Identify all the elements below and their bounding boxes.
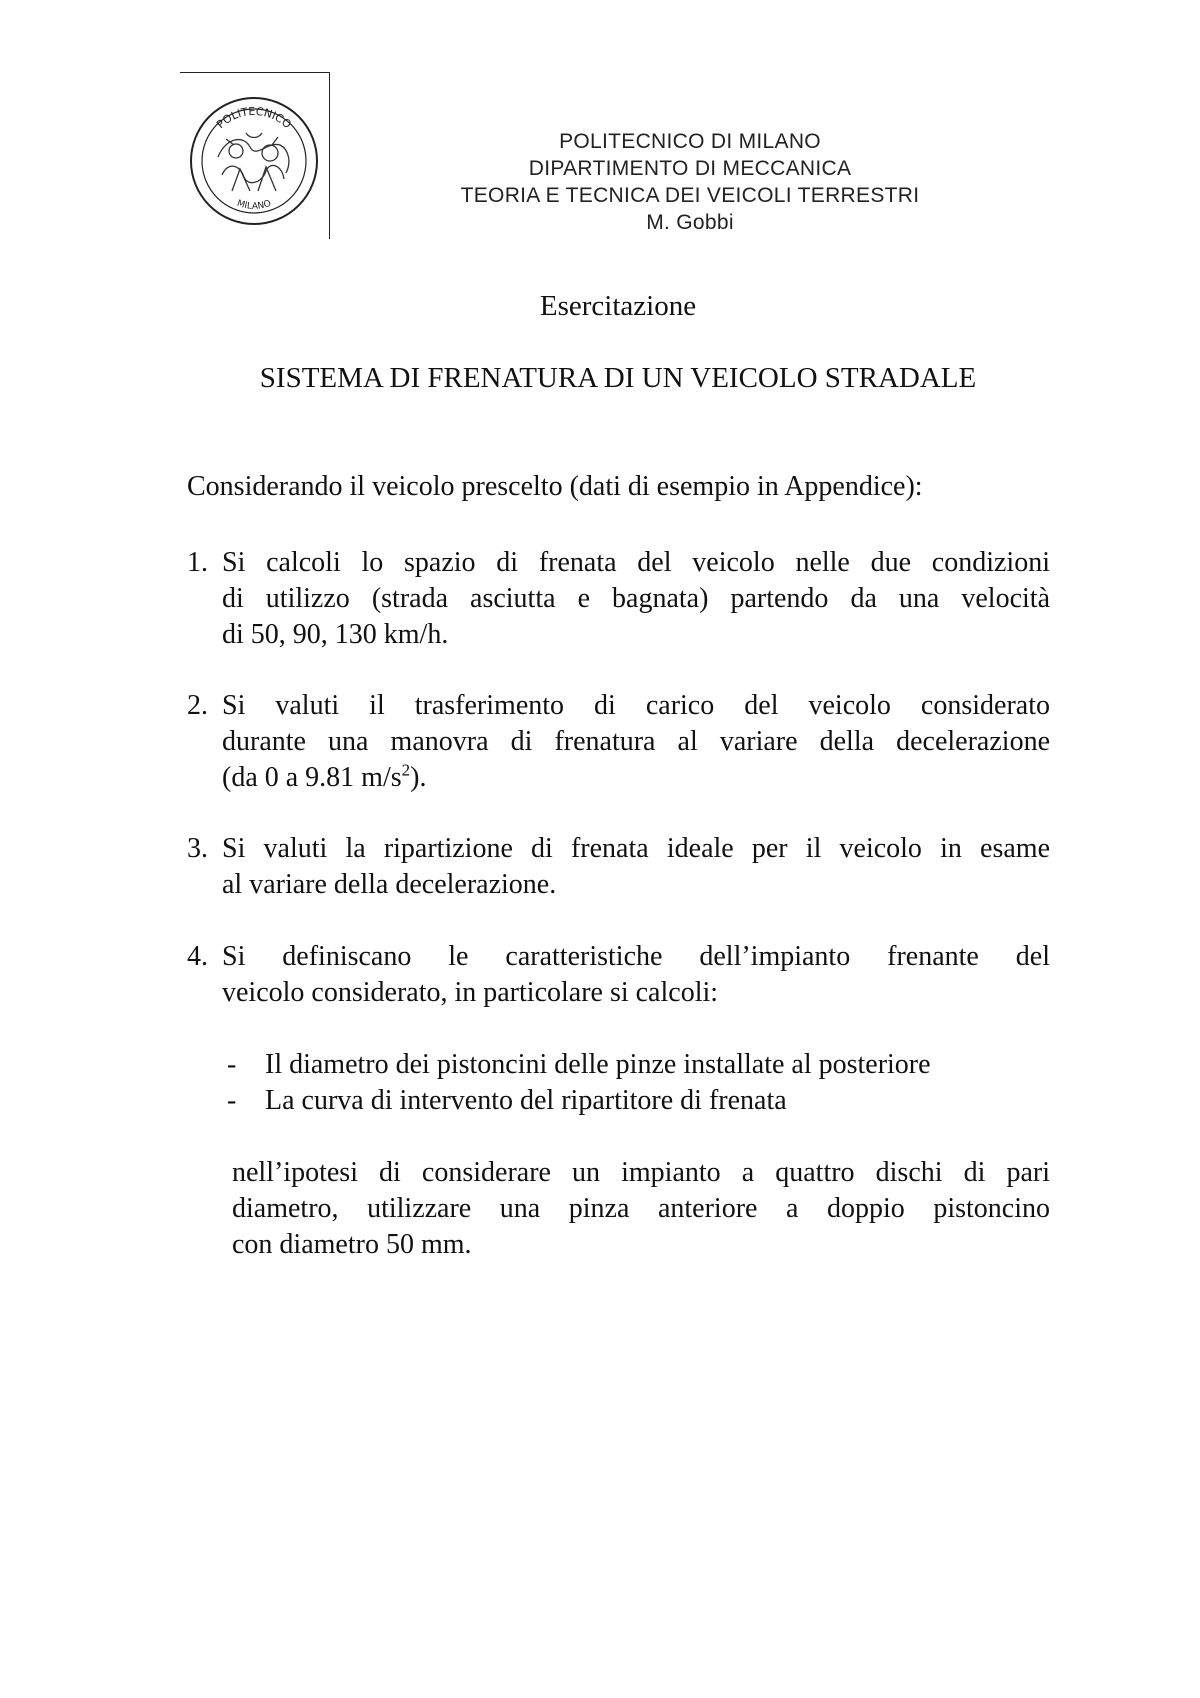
item-line: Si calcoli lo spazio di frenata del veicolo nelle due condizioni	[222, 547, 1050, 578]
bullet-item	[227, 1083, 931, 1119]
closing-line: nell’ipotesi di considerare un impianto a quattro dischi di pari	[232, 1157, 1050, 1188]
list-item	[187, 545, 1050, 653]
item-line-text: (da 0 a 9.81 m/s	[222, 762, 402, 793]
intro-paragraph: Considerando il veicolo prescelto (dati di esempio in Appendice):	[187, 471, 923, 502]
bullet-item	[227, 1047, 931, 1083]
logo-frame	[180, 72, 330, 239]
list-item	[187, 939, 1050, 1011]
item-number: 2.	[187, 690, 208, 721]
document-title: SISTEMA DI FRENATURA DI UN VEICOLO STRADALE	[259, 362, 977, 394]
item-line: veicolo considerato, in particolare si calcoli:	[222, 977, 719, 1008]
university-name: POLITECNICO DI MILANO	[559, 130, 821, 153]
item-number: 3.	[187, 833, 208, 864]
list-item	[187, 831, 1050, 903]
bullet-list	[227, 1047, 931, 1119]
superscript: 2	[401, 760, 411, 780]
item-line: Si valuti la ripartizione di frenata ideale per il veicolo in esame	[222, 833, 1050, 864]
svg-text:MILANO: MILANO	[235, 198, 273, 212]
item-line: di utilizzo (strada asciutta e bagnata) partendo da una velocità	[222, 583, 1050, 614]
bullet-text: La curva di intervento del ripartitore di frenata	[265, 1085, 787, 1116]
item-line: al variare della decelerazione.	[222, 869, 557, 900]
department-name: DIPARTIMENTO DI MECCANICA	[528, 157, 852, 180]
svg-text:POLITECNICO: POLITECNICO	[214, 104, 294, 132]
document-heading: Esercitazione	[539, 290, 697, 322]
list-item	[187, 688, 1050, 796]
item-line: di 50, 90, 130 km/h.	[222, 619, 449, 650]
politecnico-seal-logo	[188, 95, 320, 227]
bullet-text: Il diametro dei pistoncini delle pinze installate al posteriore	[265, 1049, 931, 1080]
item-number: 1.	[187, 547, 208, 578]
closing-paragraph	[232, 1155, 1050, 1263]
item-number: 4.	[187, 941, 208, 972]
item-line	[222, 760, 1050, 796]
item-line: durante una manovra di frenatura al variare della decelerazione	[222, 726, 1050, 757]
bullet-marker: -	[227, 1049, 237, 1080]
course-name: TEORIA E TECNICA DEI VEICOLI TERRESTRI	[460, 184, 920, 207]
item-line: Si definiscano le caratteristiche dell’impianto frenante del	[222, 941, 1050, 972]
institution-header	[350, 128, 1030, 236]
bullet-marker: -	[227, 1085, 237, 1116]
item-line: Si valuti il trasferimento di carico del veicolo considerato	[222, 690, 1050, 721]
author-name: M. Gobbi	[646, 211, 734, 234]
item-line-suffix: ).	[410, 762, 427, 793]
closing-line: con diametro 50 mm.	[232, 1229, 472, 1260]
closing-line: diametro, utilizzare una pinza anteriore a doppio pistoncino	[232, 1193, 1050, 1224]
